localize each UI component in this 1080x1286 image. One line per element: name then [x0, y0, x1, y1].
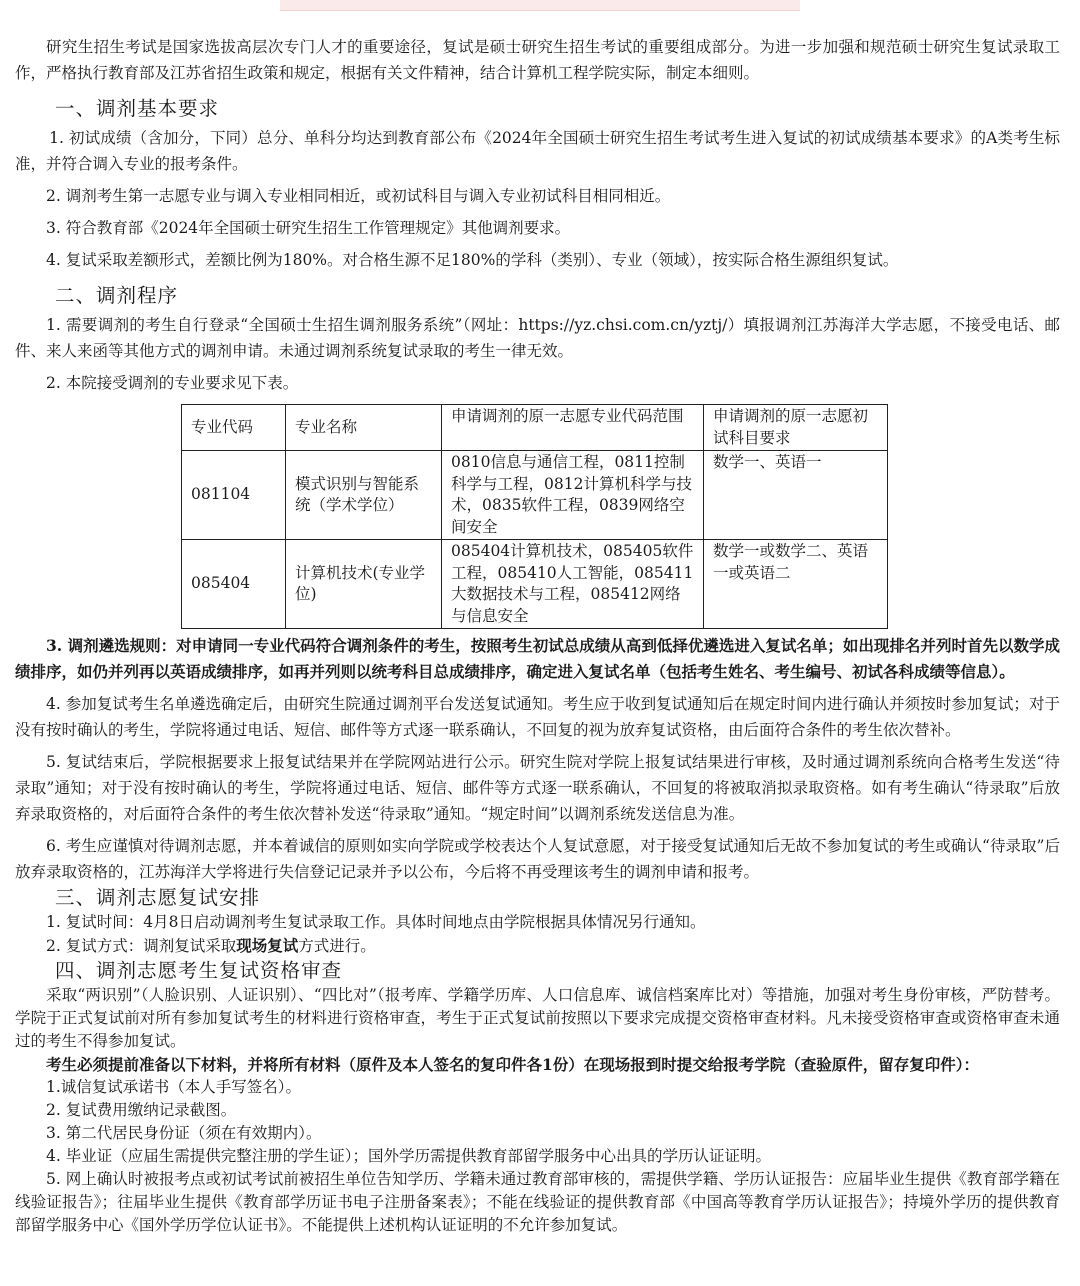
- s1-item-2: 2. 调剂考生第一志愿专业与调入专业相同相近，或初试科目与调入专业初试科目相同相近。: [46, 187, 671, 205]
- s4-item-1: 1.诚信复试承诺书（本人手写签名）。: [46, 1078, 302, 1096]
- row-1-code: 081104: [182, 451, 286, 540]
- section-1-heading: 一、调剂基本要求: [55, 97, 220, 120]
- s2-paragraph-2: 2. 本院接受调剂的专业要求见下表。: [46, 374, 299, 392]
- s1-item-4: 4. 复试采取差额形式，差额比例为180%。对合格生源不足180%的学科（类别）、专业（领域），按实际合格生源组织复试。: [46, 251, 899, 269]
- s2-paragraph-6: 6. 考生应谨慎对待调剂志愿，并本着诚信的原则如实向学院或学校表达个人复试意愿，对于接受复试通知后无故不参加复试的考生或确认“待录取”后放弃录取资格的，江苏海洋大学将进行失信登记记录并予以公布，今后将不再受理该考生的调剂申请和报考。: [15, 837, 1060, 881]
- s4-item-5: 5. 网上确认时被报考点或初试考试前被招生单位告知学历、学籍未通过教育部审核的，需提供学籍、学历认证报告：应届毕业生提供《教育部学籍在线验证报告》；往届毕业生提供《教育部学历证书电子注册备案表》；不能在线验证的提供教育部《中国高等教育学历认证报告》；持境外学历的提供教育部留学服务中心《国外学历学位认证书》。不能提供上述机构认证证明的不允许参加复试。: [15, 1170, 1060, 1234]
- top-red-banner-fragment: [280, 0, 800, 11]
- s2-paragraph-5: 5. 复试结束后，学院根据要求上报复试结果并在学院网站进行公示。研究生院对学院上报复试结果进行审核，及时通过调剂系统向合格考生发送“待录取”通知；对于没有按时确认的考生，学院将通过电话、短信、邮件等方式逐一联系确认，不回复的将被取消拟录取资格。如有考生确认“待录取”后放弃录取资格的，对后面符合条件的考生依次替补发送“待录取”通知。“规定时间”以调剂系统发送信息为准。: [15, 753, 1060, 823]
- header-name: 专业名称: [286, 405, 442, 451]
- section-2-heading: 二、调剂程序: [55, 284, 179, 307]
- section-3-heading: 三、调剂志愿复试安排: [55, 886, 261, 909]
- header-range: 申请调剂的原一志愿专业代码范围: [442, 405, 704, 451]
- s1-item-3: 3. 符合教育部《2024年全国硕士研究生招生工作管理规定》其他调剂要求。: [46, 219, 571, 237]
- s4-paragraph-2: 考生必须提前准备以下材料，并将所有材料（原件及本人签名的复印件各1份）在现场报到时提交给报考学院（查验原件，留存复印件）：: [46, 1055, 980, 1074]
- intro-paragraph: 研究生招生考试是国家选拔高层次专门人才的重要途径，复试是硕士研究生招生考试的重要组成部分。为进一步加强和规范硕士研究生复试录取工作，严格执行教育部及江苏省招生政策和规定，根据有关文件精神，结合计算机工程学院实际，制定本细则。: [15, 38, 1060, 82]
- document-body: [15, 34, 1060, 1237]
- row-2-subjects: 数学一或数学二、英语一或英语二: [704, 540, 888, 629]
- row-2-range: 085404计算机技术，085405软件工程，085410人工智能，085411大数据技术与工程，085412网络与信息安全: [442, 540, 704, 629]
- s1-item-1: 1. 初试成绩（含加分，下同）总分、单科分均达到教育部公布《2024年全国硕士研究生招生考试考生进入复试的初试成绩基本要求》的A类考生标准，并符合调入专业的报考条件。: [15, 129, 1060, 173]
- program-table: [181, 404, 888, 629]
- s2-paragraph-4: 4. 参加复试考生名单遴选确定后，由研究生院通过调剂平台发送复试通知。考生应于收到复试通知后在规定时间内进行确认并须按时参加复试；对于没有按时确认的考生，学院将通过电话、短信、邮件等方式逐一联系确认，不回复的视为放弃复试资格，由后面符合条件的考生依次替补。: [15, 695, 1060, 739]
- table-header-row: [182, 405, 888, 451]
- header-subjects: 申请调剂的原一志愿初试科目要求: [704, 405, 888, 451]
- s2-paragraph-3-selection-rules: 3. 调剂遴选规则：对申请同一专业代码符合调剂条件的考生，按照考生初试总成绩从高到低择优遴选进入复试名单；如出现排名并列时首先以数学成绩排序，如仍并列再以英语成绩排序，如再并列则以统考科目总成绩排序，确定进入复试名单（包括考生姓名、考生编号、初试各科成绩等信息）。: [15, 636, 1060, 681]
- table-row: [182, 451, 888, 540]
- header-code: 专业代码: [182, 405, 286, 451]
- row-2-name: 计算机技术(专业学位): [286, 540, 442, 629]
- table-row: [182, 540, 888, 629]
- s3-p2-suffix: 方式进行。: [298, 937, 376, 955]
- row-2-code: 085404: [182, 540, 286, 629]
- s3-paragraph-2: [15, 934, 1060, 958]
- row-1-name: 模式识别与智能系统（学术学位）: [286, 451, 442, 540]
- row-1-range: 0810信息与通信工程，0811控制科学与工程，0812计算机科学与技术，0835软件工程，0839网络空间安全: [442, 451, 704, 540]
- s3-p2-emphasis: 现场复试: [236, 936, 299, 955]
- row-1-subjects: 数学一、英语一: [704, 451, 888, 540]
- s3-paragraph-1: 1. 复试时间：4月8日启动调剂考生复试录取工作。具体时间地点由学院根据具体情况另行通知。: [46, 913, 706, 931]
- s4-item-4: 4. 毕业证（应届生需提供完整注册的学生证）；国外学历需提供教育部留学服务中心出具的学历认证证明。: [46, 1147, 771, 1165]
- s3-p2-prefix: 2. 复试方式：调剂复试采取: [46, 937, 237, 955]
- s4-paragraph-1: 采取“两识别”（人脸识别、人证识别）、“四比对”（报考库、学籍学历库、人口信息库、诚信档案库比对）等措施，加强对考生身份审核，严防替考。学院于正式复试前对所有参加复试考生的材料进行资格审查，考生于正式复试前按照以下要求完成提交资格审查材料。凡未接受资格审查或资格审查未通过的考生不得参加复试。: [15, 986, 1060, 1050]
- s4-item-2: 2. 复试费用缴纳记录截图。: [46, 1101, 237, 1119]
- section-4-heading: 四、调剂志愿考生复试资格审查: [55, 959, 343, 982]
- s2-paragraph-1: 1. 需要调剂的考生自行登录“全国硕士生招生调剂服务系统”（网址：https://yz.chsi.com.cn/yztj/）填报调剂江苏海洋大学志愿，不接受电话、邮件、来人来函等其他方式的调剂申请。未通过调剂系统复试录取的考生一律无效。: [15, 316, 1060, 360]
- s4-item-3: 3. 第二代居民身份证（须在有效期内）。: [46, 1124, 322, 1142]
